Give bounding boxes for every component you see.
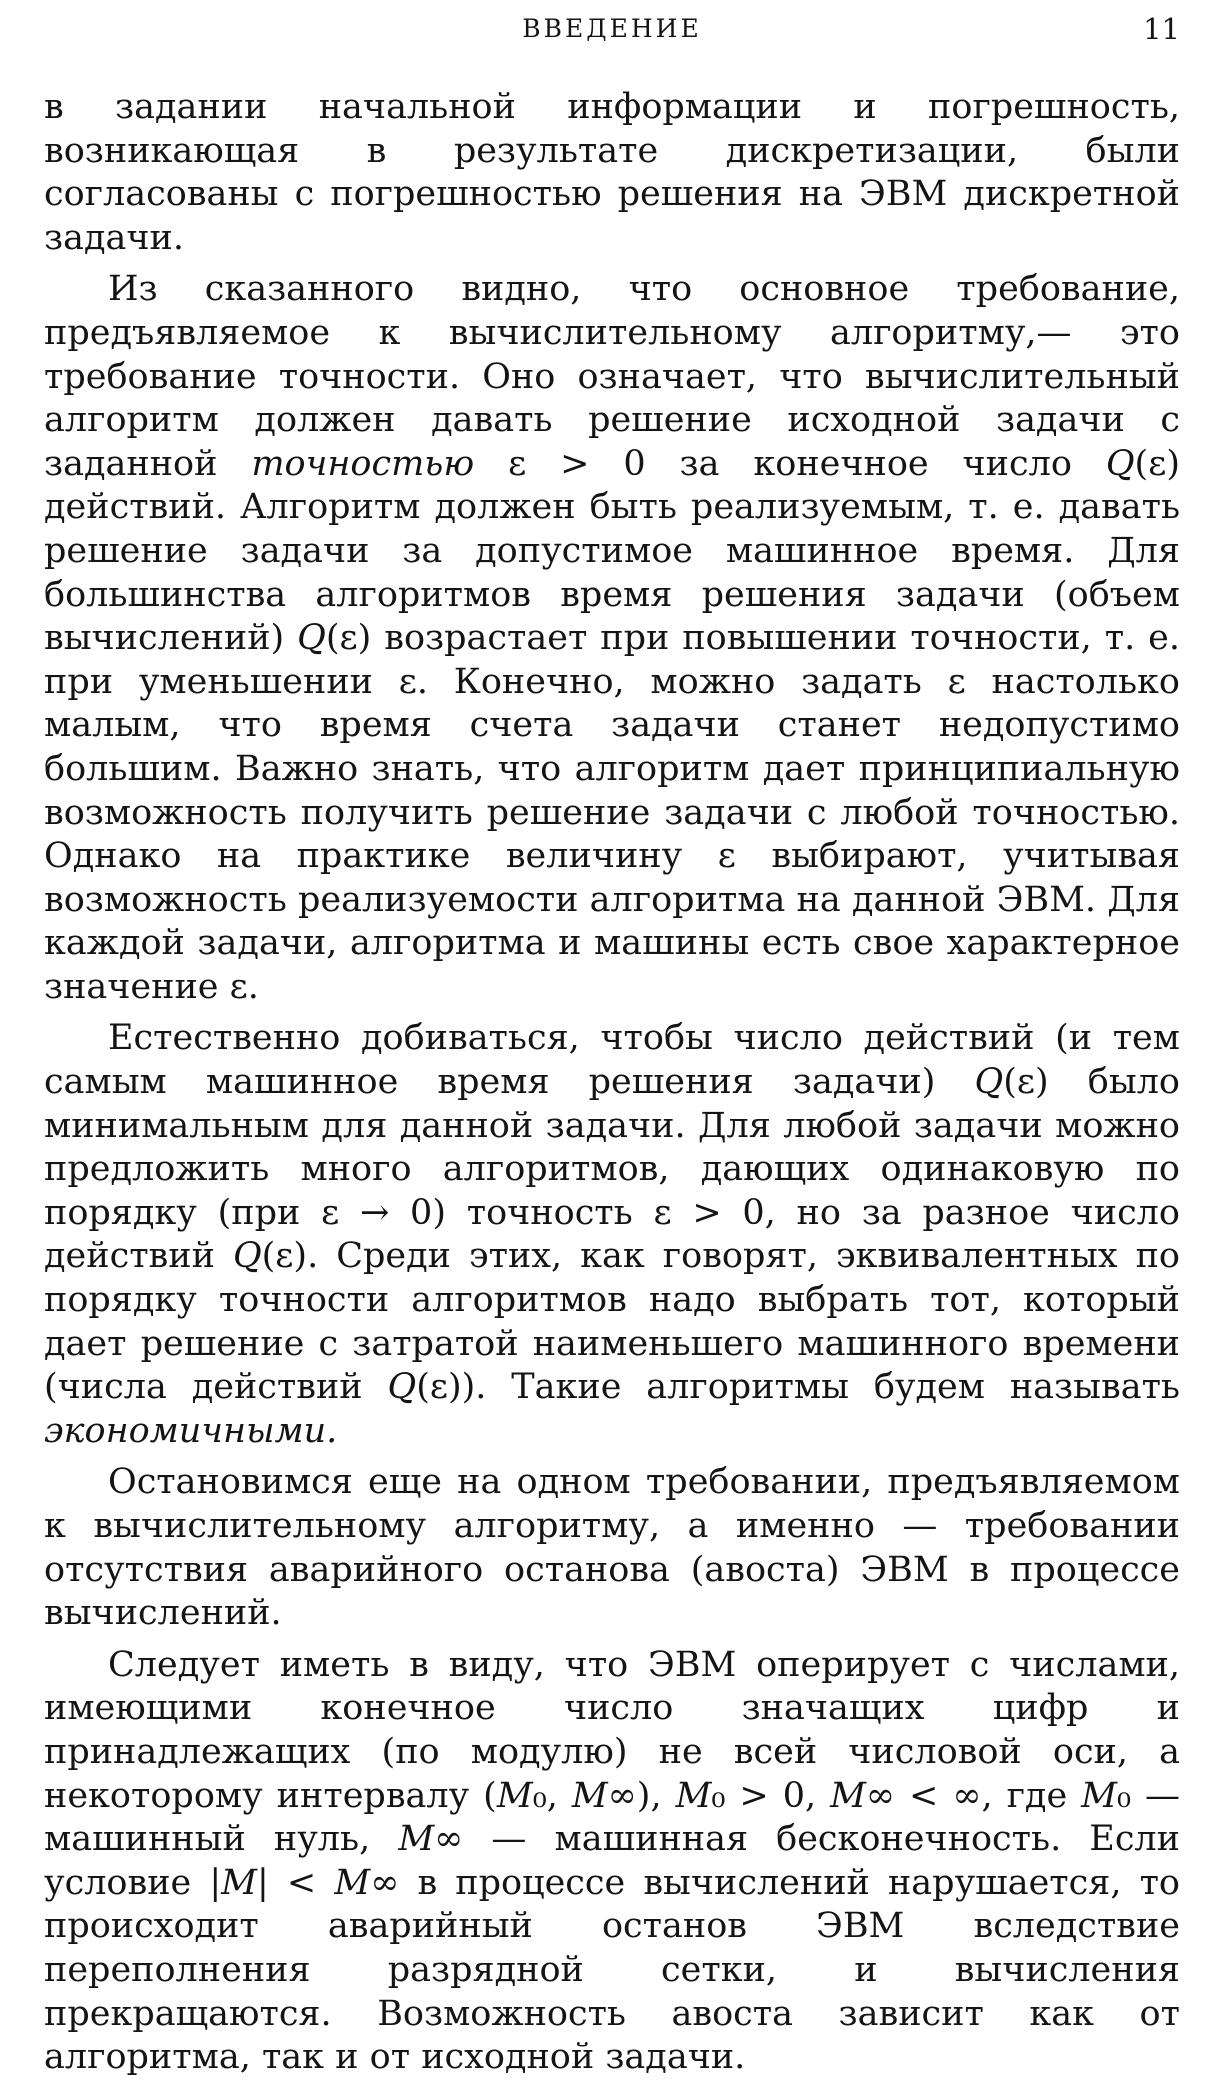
text-run: | < — [257, 1862, 335, 1903]
italic-run: M — [1081, 1775, 1117, 1816]
chapter-title: ВВЕДЕНИЕ — [522, 14, 702, 43]
text-run: (ε) действий. Алгоритм должен быть реализуемым, т. е. давать решение задачи за допустимое машинное время. Для большинства алгоритмов время решения задачи (объем вычислений) — [44, 443, 1180, 659]
running-header — [44, 14, 1180, 54]
text-run: ∞), — [607, 1775, 676, 1816]
italic-run: M — [398, 1819, 435, 1860]
italic-run: M — [830, 1775, 866, 1816]
paragraph — [44, 1017, 1180, 1453]
page-number: 11 — [1143, 12, 1180, 46]
italic-run: M — [334, 1862, 371, 1903]
text-run: Остановимся еще на одном требовании, предъявляемом к вычислительному алгоритму, а именно — требовании отсутствия аварийного останова (авоста) ЭВМ в процессе вычислений. — [44, 1462, 1180, 1634]
text-run: в задании начальной информации и погрешность, возникающая в результате дискретизации, были согласованы с погрешностью решения на ЭВМ дискретной задачи. — [44, 87, 1180, 258]
text-run: Из сказанного видно, что основное требование, предъявляемое к вычислительному алгоритму,— это требование точности. Оно означает, что вычислительный алгоритм должен давать решение исходной задачи с заданной — [44, 269, 1180, 484]
italic-run: Q — [1105, 443, 1135, 484]
text-run: ε > 0 за конечное число — [474, 443, 1106, 484]
paragraph — [44, 86, 1180, 260]
italic-run: экономичными. — [44, 1410, 338, 1451]
body-text — [44, 86, 1180, 2080]
paragraph — [44, 1461, 1180, 1635]
text-run: (ε) возрастает при повышении точности, т. е. при уменьшении ε. Конечно, можно задать ε настолько малым, что время счета задачи станет недопустимо большим. Важно знать, что алгоритм дает принципиальную возможность получить решение задачи с любой точностью. Однако на практике величину ε выбирают, учитывая возможность реализуемости алгоритма на данной ЭВМ. Для каждой задачи, алгоритма и машины есть свое характерное значение ε. — [44, 618, 1181, 1007]
paragraph — [44, 1644, 1180, 2080]
italic-run: Q — [297, 618, 326, 659]
text-run: ∞ — машинная бесконечность. Если условие | — [44, 1819, 1180, 1903]
text-run: ₀ — машинный нуль, — [44, 1775, 1180, 1860]
italic-run: M — [675, 1775, 712, 1816]
italic-run: Q — [387, 1367, 417, 1408]
italic-run: Q — [974, 1062, 1004, 1103]
text-run: ₀ > 0, — [711, 1775, 831, 1816]
text-run: (ε). Среди этих, как говорят, эквивалентных по порядку точности алгоритмов надо выбрать тот, который дает решение с затратой наименьшего машинного времени (числа действий — [44, 1236, 1180, 1408]
text-run: (ε) было минимальным для данной задачи. Для любой задачи можно предложить много алгоритмов, дающих одинаковую по порядку (при ε → 0) точность ε > 0, но за разное число действий — [44, 1062, 1180, 1277]
italic-run: точностью — [251, 443, 475, 484]
italic-run: M — [496, 1775, 533, 1816]
paragraph — [44, 268, 1180, 1009]
text-run: Естественно добиваться, чтобы число действий (и тем самым машинное время решения задачи) — [44, 1018, 1180, 1103]
italic-run: M — [571, 1775, 608, 1816]
text-run: ∞ < ∞, где — [865, 1775, 1082, 1816]
text-run: ₀, — [532, 1775, 572, 1816]
text-run: Следует иметь в виду, что ЭВМ оперирует с числами, имеющими конечное число значащих цифр и принадлежащих (по модулю) не всей числовой оси, а некоторому интервалу ( — [44, 1644, 1180, 1816]
italic-run: Q — [232, 1236, 262, 1277]
text-run: ∞ в процессе вычислений нарушается, то происходит аварийный останов ЭВМ вследствие переполнения разрядной сетки, и вычисления прекращаются. Возможность авоста зависит как от алгоритма, так и от исходной задачи. — [44, 1862, 1181, 2078]
italic-run: M — [221, 1862, 257, 1903]
text-run: (ε)). Такие алгоритмы будем называть — [416, 1367, 1180, 1408]
